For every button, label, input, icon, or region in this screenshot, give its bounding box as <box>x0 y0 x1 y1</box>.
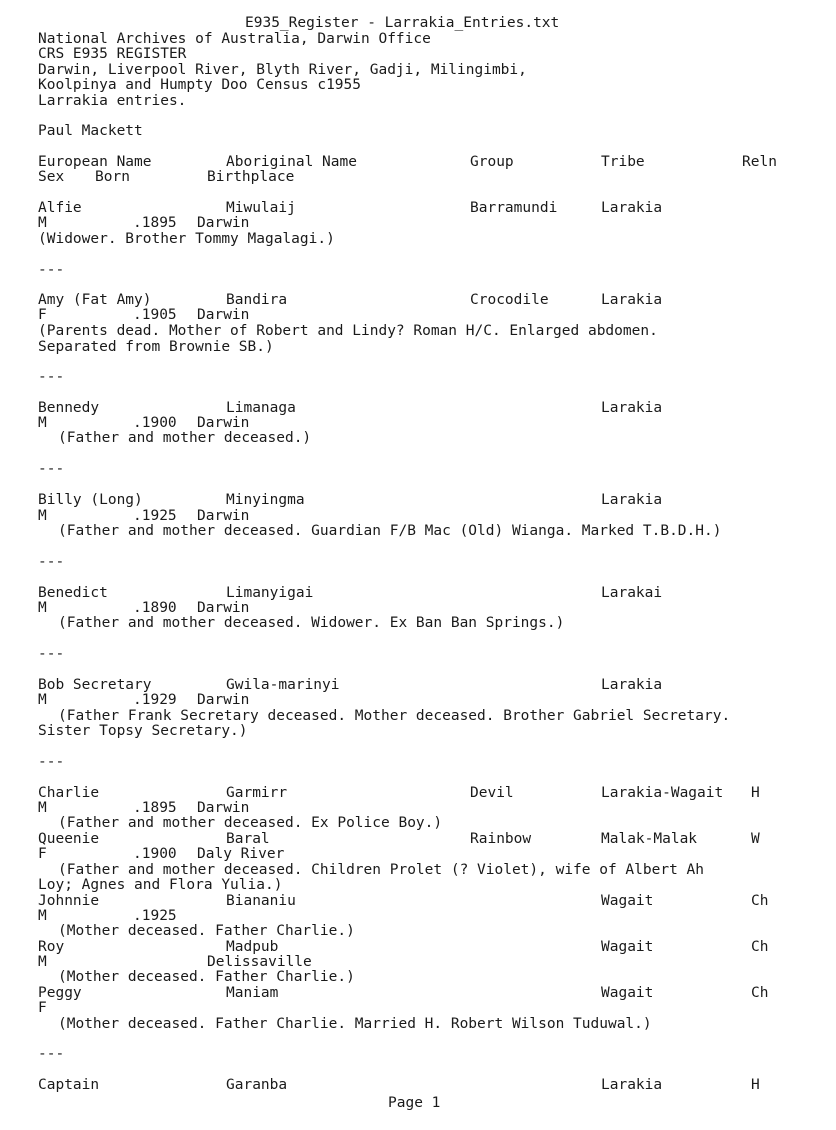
tribe: Wagait <box>601 893 654 909</box>
entry-note: (Father and mother deceased. Ex Police Boy.) <box>58 815 443 831</box>
entry-birth-row <box>0 216 836 232</box>
header-line: Koolpinya and Humpty Doo Census c1955 <box>38 77 362 93</box>
reln: Ch <box>751 939 769 955</box>
aboriginal-name: Gwila-marinyi <box>226 677 340 693</box>
born-year: .1895 <box>133 215 177 231</box>
reln: W <box>751 831 760 847</box>
separator: --- <box>38 369 65 385</box>
sex: M <box>38 215 47 231</box>
entry-name-row <box>0 940 836 956</box>
sex: M <box>38 692 47 708</box>
column-reln: Reln <box>742 154 777 170</box>
born-year: .1890 <box>133 600 177 616</box>
aboriginal-name: Garmirr <box>226 785 288 801</box>
birthplace: Delissaville <box>207 954 312 970</box>
european-name: Billy (Long) <box>38 492 143 508</box>
entry-note: (Parents dead. Mother of Robert and Lindy? Roman H/C. Enlarged abdomen. <box>38 323 658 339</box>
entry-note: (Widower. Brother Tommy Magalagi.) <box>38 231 335 247</box>
entry-name-row <box>0 493 836 509</box>
birthplace: Darwin <box>197 692 250 708</box>
aboriginal-name: Madpub <box>226 939 279 955</box>
birthplace: Darwin <box>197 800 250 816</box>
entry-name-row <box>0 894 836 910</box>
tribe: Wagait <box>601 985 654 1001</box>
sex: F <box>38 846 47 862</box>
tribe: Malak-Malak <box>601 831 698 847</box>
sex: F <box>38 1000 47 1016</box>
aboriginal-name: Garanba <box>226 1077 288 1093</box>
entry-name-row <box>0 293 836 309</box>
entry-note: (Mother deceased. Father Charlie. Married H. Robert Wilson Tuduwal.) <box>58 1016 652 1032</box>
european-name: Bob Secretary <box>38 677 152 693</box>
entry-note: Sister Topsy Secretary.) <box>38 723 248 739</box>
born-year: .1895 <box>133 800 177 816</box>
entry-note: Separated from Brownie SB.) <box>38 339 274 355</box>
european-name: Captain <box>38 1077 100 1093</box>
author-name: Paul Mackett <box>38 123 143 139</box>
entry-birth-row <box>0 1001 836 1017</box>
column-aboriginal-name: Aboriginal Name <box>226 154 357 170</box>
group: Barramundi <box>470 200 558 216</box>
tribe: Larakia <box>601 292 663 308</box>
tribe: Larakia-Wagait <box>601 785 724 801</box>
entry-name-row <box>0 678 836 694</box>
entry-name-row <box>0 1078 836 1094</box>
column-header-row-2 <box>0 170 836 186</box>
sex: M <box>38 600 47 616</box>
column-european-name: European Name <box>38 154 152 170</box>
header-line: National Archives of Australia, Darwin Office <box>38 31 431 47</box>
european-name: Alfie <box>38 200 82 216</box>
entry-note: (Mother deceased. Father Charlie.) <box>58 923 355 939</box>
separator: --- <box>38 1046 65 1062</box>
aboriginal-name: Miwulaij <box>226 200 296 216</box>
separator: --- <box>38 262 65 278</box>
entry-note: (Father and mother deceased. Children Prolet (? Violet), wife of Albert Ah <box>58 862 705 878</box>
birthplace: Daly River <box>197 846 285 862</box>
born-year: .1900 <box>133 415 177 431</box>
reln: H <box>751 1077 760 1093</box>
aboriginal-name: Bandira <box>226 292 288 308</box>
sex: M <box>38 415 47 431</box>
tribe: Larakia <box>601 1077 663 1093</box>
birthplace: Darwin <box>197 307 250 323</box>
entry-name-row <box>0 986 836 1002</box>
reln: Ch <box>751 985 769 1001</box>
european-name: Peggy <box>38 985 82 1001</box>
column-born: Born <box>95 169 130 185</box>
column-sex: Sex <box>38 169 65 185</box>
entry-birth-row <box>0 847 836 863</box>
entry-note: (Father Frank Secretary deceased. Mother deceased. Brother Gabriel Secretary. <box>58 708 731 724</box>
page-number: Page 1 <box>388 1095 441 1111</box>
birthplace: Darwin <box>197 600 250 616</box>
tribe: Larakia <box>601 400 663 416</box>
aboriginal-name: Limanyigai <box>226 585 314 601</box>
tribe: Wagait <box>601 939 654 955</box>
group: Rainbow <box>470 831 532 847</box>
column-group: Group <box>470 154 514 170</box>
aboriginal-name: Baral <box>226 831 270 847</box>
tribe: Larakia <box>601 677 663 693</box>
sex: M <box>38 908 47 924</box>
european-name: Amy (Fat Amy) <box>38 292 152 308</box>
column-birthplace: Birthplace <box>207 169 295 185</box>
separator: --- <box>38 554 65 570</box>
entry-note: Loy; Agnes and Flora Yulia.) <box>38 877 283 893</box>
european-name: Roy <box>38 939 65 955</box>
group: Crocodile <box>470 292 549 308</box>
header-line: Larrakia entries. <box>38 93 187 109</box>
entry-note: (Mother deceased. Father Charlie.) <box>58 969 355 985</box>
european-name: Bennedy <box>38 400 100 416</box>
sex: F <box>38 307 47 323</box>
header-line: Darwin, Liverpool River, Blyth River, Gadji, Milingimbi, <box>38 62 527 78</box>
european-name: Johnnie <box>38 893 100 909</box>
entry-name-row <box>0 786 836 802</box>
entry-note: (Father and mother deceased. Guardian F/B Mac (Old) Wianga. Marked T.B.D.H.) <box>58 523 722 539</box>
group: Devil <box>470 785 514 801</box>
aboriginal-name: Maniam <box>226 985 279 1001</box>
entry-name-row <box>0 201 836 217</box>
entry-birth-row <box>0 693 836 709</box>
header-line: CRS E935 REGISTER <box>38 46 187 62</box>
aboriginal-name: Limanaga <box>226 400 296 416</box>
entry-note: (Father and mother deceased.) <box>58 430 312 446</box>
born-year: .1925 <box>133 508 177 524</box>
born-year: .1925 <box>133 908 177 924</box>
entry-name-row <box>0 401 836 417</box>
entry-birth-row <box>0 308 836 324</box>
entry-note: (Father and mother deceased. Widower. Ex Ban Ban Springs.) <box>58 615 565 631</box>
european-name: Charlie <box>38 785 100 801</box>
sex: M <box>38 954 47 970</box>
entry-name-row <box>0 832 836 848</box>
separator: --- <box>38 754 65 770</box>
reln: H <box>751 785 760 801</box>
separator: --- <box>38 646 65 662</box>
entry-name-row <box>0 586 836 602</box>
european-name: Queenie <box>38 831 100 847</box>
born-year: .1929 <box>133 692 177 708</box>
aboriginal-name: Minyingma <box>226 492 305 508</box>
birthplace: Darwin <box>197 415 250 431</box>
birthplace: Darwin <box>197 215 250 231</box>
tribe: Larakai <box>601 585 663 601</box>
file-title: E935_Register - Larrakia_Entries.txt <box>245 15 560 31</box>
tribe: Larakia <box>601 200 663 216</box>
birthplace: Darwin <box>197 508 250 524</box>
born-year: .1900 <box>133 846 177 862</box>
aboriginal-name: Biananiu <box>226 893 296 909</box>
born-year: .1905 <box>133 307 177 323</box>
sex: M <box>38 800 47 816</box>
european-name: Benedict <box>38 585 108 601</box>
sex: M <box>38 508 47 524</box>
reln: Ch <box>751 893 769 909</box>
column-tribe: Tribe <box>601 154 645 170</box>
separator: --- <box>38 461 65 477</box>
tribe: Larakia <box>601 492 663 508</box>
